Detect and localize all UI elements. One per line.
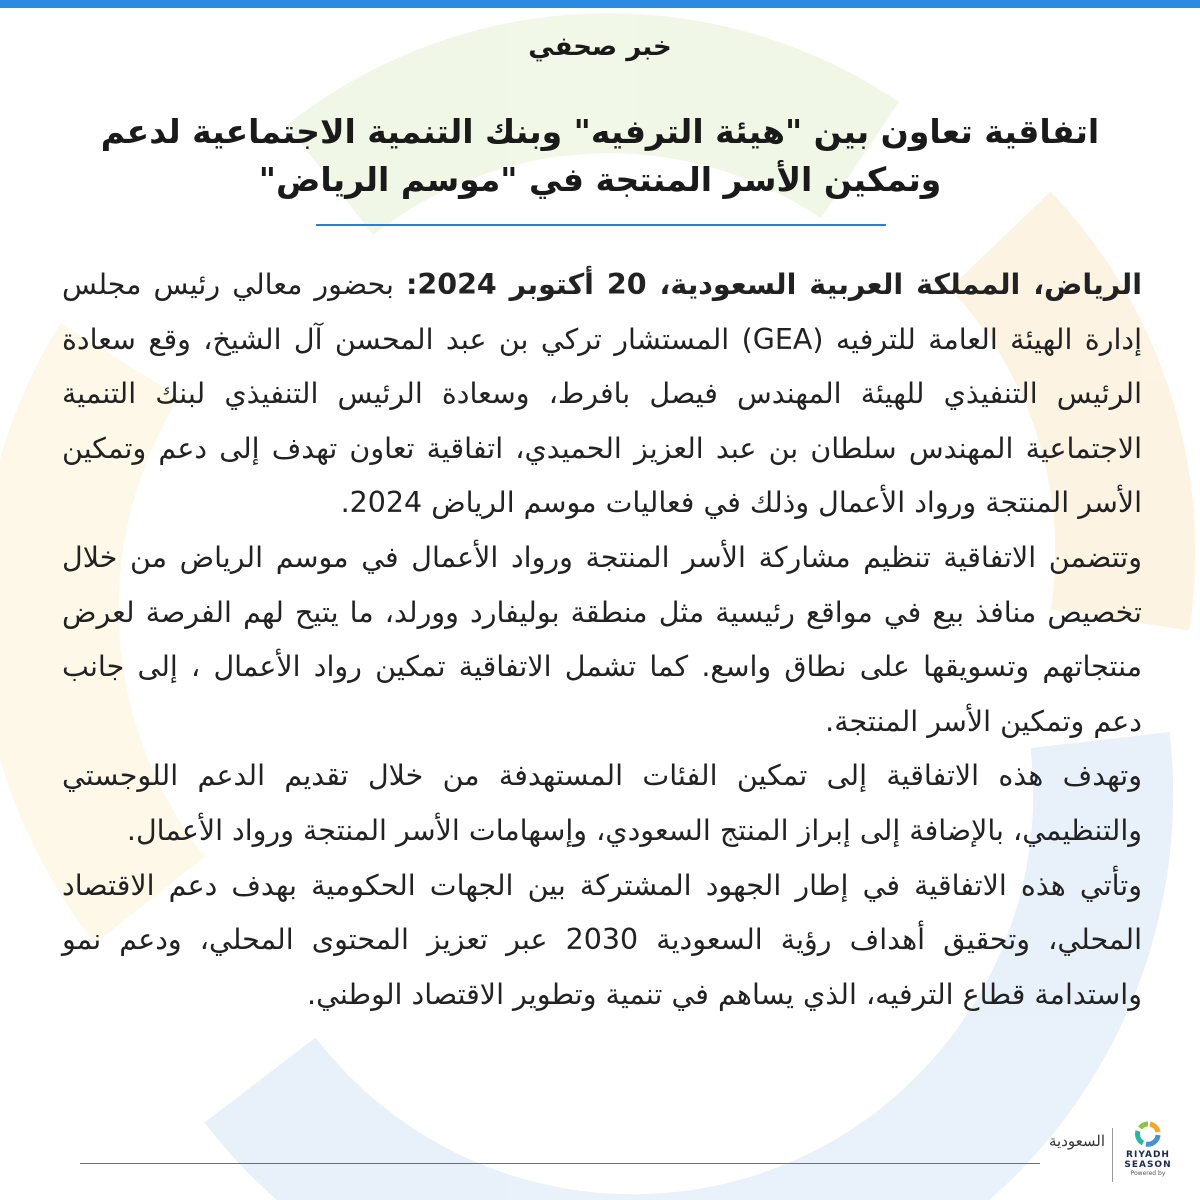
article-paragraph-4: وتأتي هذه الاتفاقية في إطار الجهود المشتركة بين الجهات الحكومية بهدف دعم الاقتصاد المحلي، وتحقيق أهداف رؤية السعودية 2030 عبر تعزيز المحتوى المحلي، ودعم نمو واستدامة قطاع الترفيه، الذي يساهم في تنمية وتطوير الاقتصاد الوطني.: [62, 868, 1143, 1011]
article-paragraph-1: [62, 258, 1142, 531]
press-release-label: خبر صحفي: [528, 32, 672, 62]
paragraph-1-text: بحضور معالي رئيس مجلس إدارة الهيئة العامة للترفيه (GEA) المستشار تركي بن عبد المحسن آل الشيخ، وقع سعادة الرئيس التنفيذي للهيئة المهندس فيصل بافرط، وسعادة الرئيس التنفيذي لبنك التنمية الاجتماعية المهندس سلطان بن عبد العزيز الحميدي، اتفاقية تعاون تهدف إلى دعم وتمكين الأسر المنتجة ورواد الأعمال وذلك في فعاليات موسم الرياض 2024.: [62, 268, 1143, 520]
riyadh-season-logo: [1118, 1120, 1178, 1178]
saudi-logo: السعودية: [1048, 1132, 1105, 1150]
powered-by-text: Powered by: [1130, 1170, 1166, 1177]
footer-divider: [80, 1163, 1040, 1164]
riyadh-word: RIYADH: [1126, 1150, 1170, 1160]
article-body: [62, 258, 1142, 1022]
headline: اتفاقية تعاون بين "هيئة الترفيه" وبنك التنمية الاجتماعية لدعم وتمكين الأسر المنتجة في "موسم الرياض": [100, 112, 1100, 199]
season-word: SEASON: [1124, 1160, 1172, 1170]
logo-separator: [1112, 1128, 1113, 1182]
riyadh-season-ring-icon: [1134, 1120, 1162, 1148]
article-paragraph-2: وتتضمن الاتفاقية تنظيم مشاركة الأسر المنتجة ورواد الأعمال في موسم الرياض من خلال تخصيص منافذ بيع في مواقع رئيسية مثل منطقة بوليفارد وورلد، ما يتيح لهم الفرصة لعرض منتجاتهم وتسويقها على نطاق واسع. كما تشمل الاتفاقية تمكين رواد الأعمال ، إلى جانب دعم وتمكين الأسر المنتجة.: [62, 540, 1142, 738]
article-paragraph-3: وتهدف هذه الاتفاقية إلى تمكين الفئات المستهدفة من خلال تقديم الدعم اللوجستي والتنظيمي، بالإضافة إلى إبراز المنتج السعودي، وإسهامات الأسر المنتجة ورواد الأعمال.: [62, 759, 1142, 847]
title-divider: [316, 224, 886, 226]
dateline: الرياض، المملكة العربية السعودية، 20 أكتوبر 2024:: [406, 268, 1142, 301]
